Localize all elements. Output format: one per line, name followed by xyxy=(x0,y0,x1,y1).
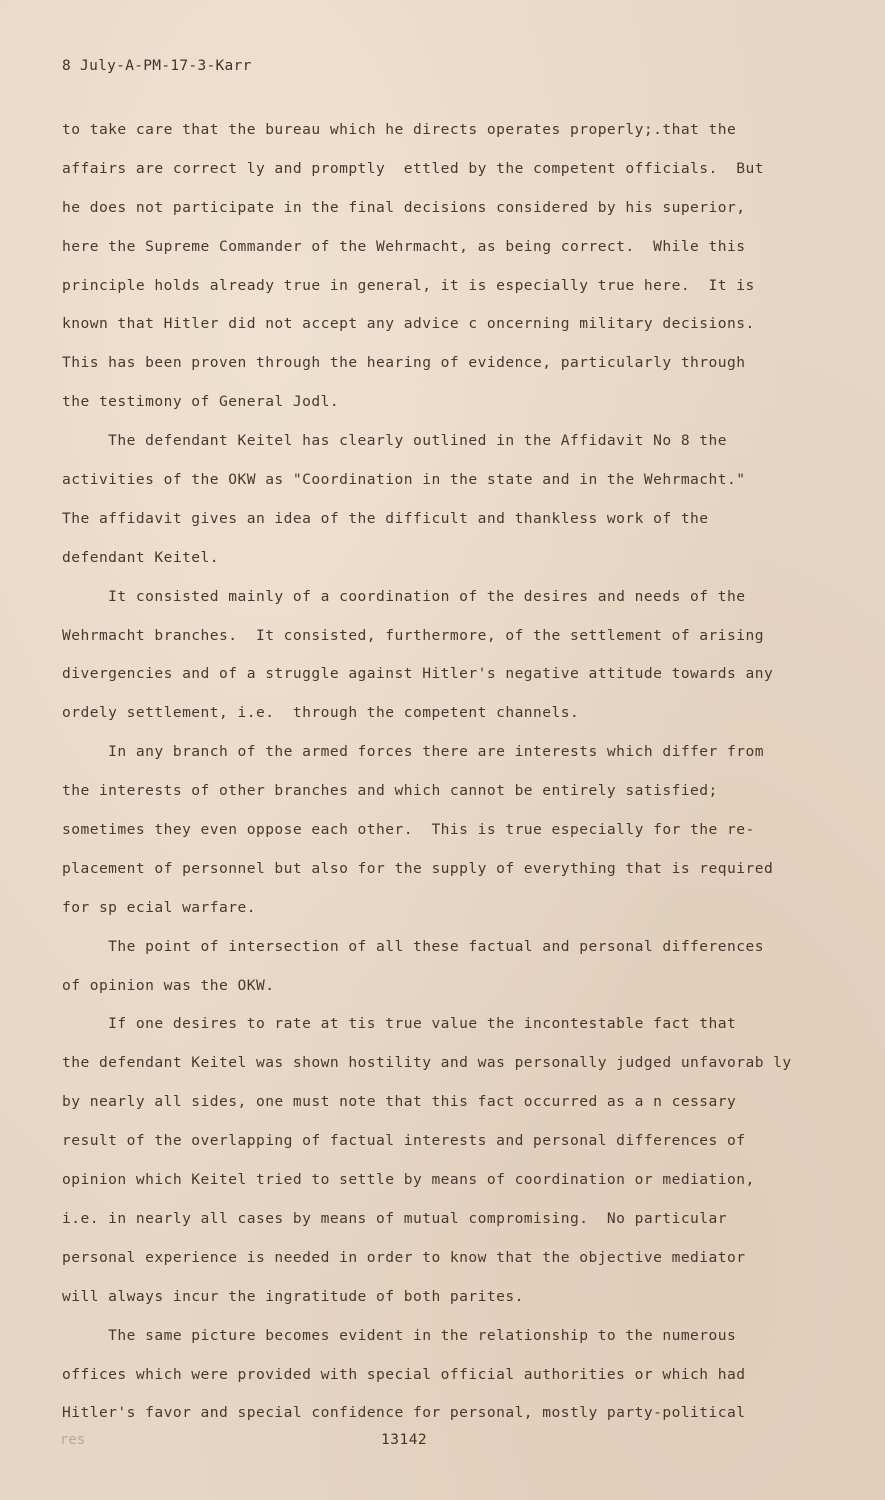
text-line: affairs are correct ly and promptly ettled by the competent officials. But xyxy=(62,159,764,177)
text-line: offices which were provided with special official authorities or which had xyxy=(62,1365,746,1383)
text-line: This has been proven through the hearing of evidence, particularly through xyxy=(62,354,746,372)
text-line: The defendant Keitel has clearly outlined in the Affidavit No 8 the xyxy=(62,432,728,450)
text-line: The affidavit gives an idea of the difficult and thankless work of the xyxy=(62,509,709,527)
text-line: here the Supreme Commander of the Wehrmacht, as being correct. While this xyxy=(62,237,746,255)
text-line: to take care that the bureau which he directs operates properly;.that the xyxy=(62,121,737,138)
text-line: will always incur the ingratitude of both parites. xyxy=(62,1287,524,1305)
text-line: It consisted mainly of a coordination of the desires and needs of the xyxy=(62,587,746,605)
text-line: i.e. in nearly all cases by means of mutual compromising. No particular xyxy=(62,1209,728,1227)
text-line: he does not participate in the final decisions considered by his superior, xyxy=(62,198,746,216)
document-body xyxy=(62,111,822,1433)
text-line: result of the overlapping of factual interests and personal differences of xyxy=(62,1132,746,1150)
text-line: If one desires to rate at tis true value the incontestable fact that xyxy=(62,1015,737,1033)
page-header: 8 July-A-PM-17-3-Karr xyxy=(62,58,252,74)
text-line: principle holds already true in general, it is especially true here. It is xyxy=(62,276,755,294)
text-line: defendant Keitel. xyxy=(62,548,220,566)
text-line: of opinion was the OKW. xyxy=(62,976,275,994)
text-line: known that Hitler did not accept any advice c oncerning military decisions. xyxy=(62,315,755,333)
text-line: opinion which Keitel tried to settle by means of coordination or mediation, xyxy=(62,1171,755,1189)
text-line: activities of the OKW as "Coordination in the state and in the Wehrmacht." xyxy=(62,471,746,489)
text-line: Wehrmacht branches. It consisted, furthermore, of the settlement of arising xyxy=(62,626,764,644)
text-line: for sp ecial warfare. xyxy=(62,898,256,916)
text-line: the defendant Keitel was shown hostility and was personally judged unfavorab ly xyxy=(62,1054,792,1072)
text-line: the testimony of General Jodl. xyxy=(62,393,340,411)
page-number: 13142 xyxy=(381,1432,428,1448)
text-line: In any branch of the armed forces there are interests which differ from xyxy=(62,743,764,761)
text-line: placement of personnel but also for the supply of everything that is required xyxy=(62,859,774,877)
text-line: The same picture becomes evident in the relationship to the numerous xyxy=(62,1326,737,1344)
text-line: divergencies and of a struggle against Hitler's negative attitude towards any xyxy=(62,665,774,683)
text-line: the interests of other branches and which cannot be entirely satisfied; xyxy=(62,782,718,800)
footer-initials: res xyxy=(60,1432,86,1448)
text-line: ordely settlement, i.e. through the competent channels. xyxy=(62,704,580,722)
text-line: Hitler's favor and special confidence for personal, mostly party-political xyxy=(62,1404,746,1422)
text-line: personal experience is needed in order to know that the objective mediator xyxy=(62,1248,746,1266)
text-line: The point of intersection of all these factual and personal differences xyxy=(62,937,764,955)
text-line: by nearly all sides, one must note that this fact occurred as a n cessary xyxy=(62,1093,737,1111)
text-line: sometimes they even oppose each other. This is true especially for the re- xyxy=(62,821,755,839)
